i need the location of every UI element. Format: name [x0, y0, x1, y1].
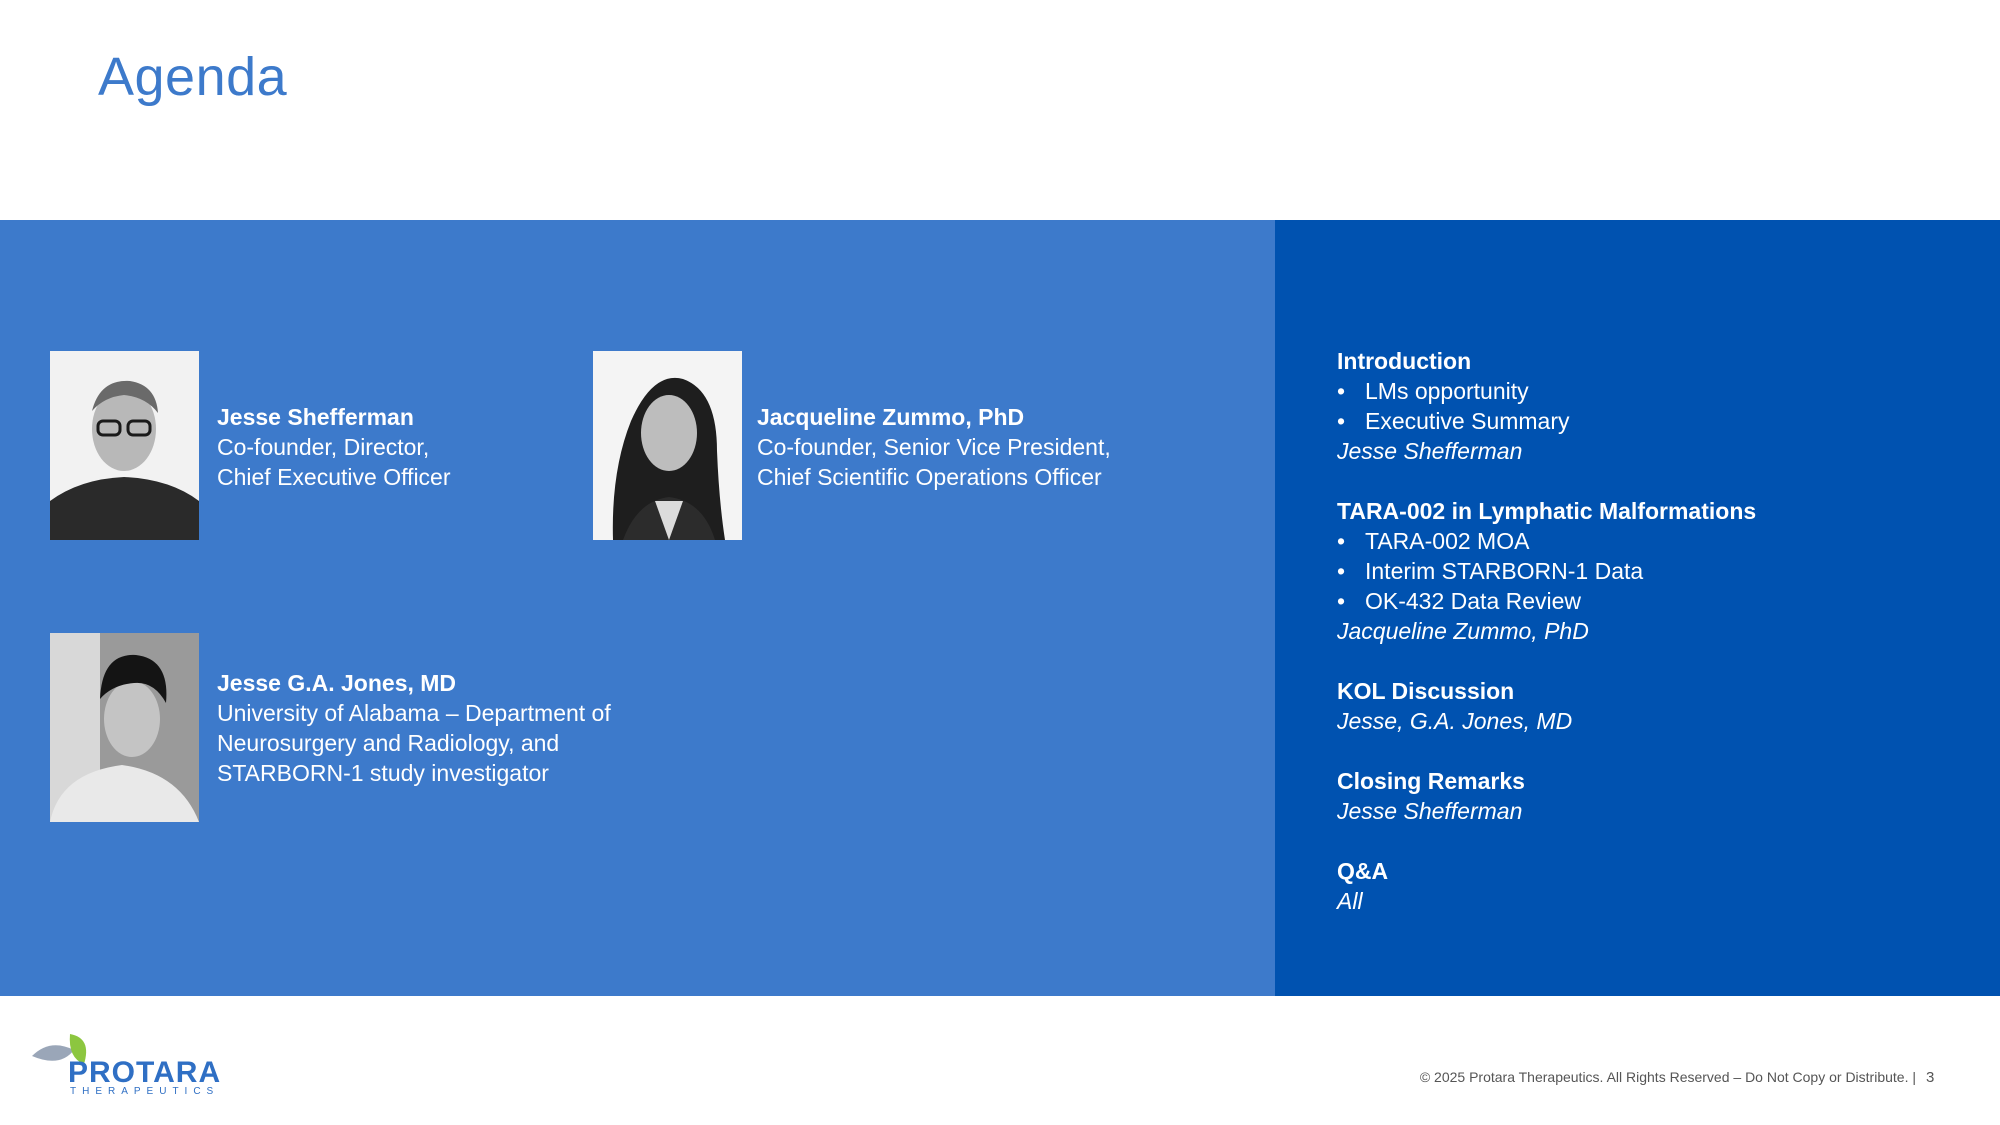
speaker-role-line: Chief Scientific Operations Officer	[757, 464, 1102, 490]
agenda-bullet: • Interim STARBORN-1 Data	[1337, 558, 1644, 584]
agenda-presenter: Jesse Shefferman	[1337, 798, 1523, 824]
agenda-section-title: Closing Remarks	[1337, 768, 1525, 794]
speaker-role-line: Neurosurgery and Radiology, and	[217, 730, 560, 756]
speaker-photo-shefferman	[50, 351, 199, 540]
agenda-presenter: Jacqueline Zummo, PhD	[1337, 618, 1589, 644]
speaker-photo-jones	[50, 633, 199, 822]
speaker-card-jones	[217, 668, 611, 788]
agenda-list	[1337, 346, 1977, 916]
bullet-icon: •	[1337, 558, 1346, 584]
agenda-bullet: • Executive Summary	[1337, 408, 1570, 434]
agenda-presenter: Jesse Shefferman	[1337, 438, 1523, 464]
speaker-name: Jacqueline Zummo, PhD	[757, 404, 1025, 430]
agenda-presenter: All	[1337, 888, 1363, 914]
agenda-presenter: Jesse, G.A. Jones, MD	[1337, 708, 1573, 734]
logo-subtitle: THERAPEUTICS	[70, 1086, 220, 1097]
bullet-icon: •	[1337, 378, 1346, 404]
agenda-section-title: TARA-002 in Lymphatic Malformations	[1337, 498, 1757, 524]
agenda-bullet: • TARA-002 MOA	[1337, 528, 1530, 554]
agenda-bullet: • LMs opportunity	[1337, 378, 1529, 404]
logo-wordmark: PROTARA	[68, 1056, 222, 1089]
agenda-bullet: • OK-432 Data Review	[1337, 588, 1582, 614]
agenda-section-title: KOL Discussion	[1337, 678, 1515, 704]
speaker-name: Jesse Shefferman	[217, 404, 414, 430]
speakers-panel	[0, 220, 1275, 996]
speaker-role-line: Co-founder, Director,	[217, 434, 430, 460]
speaker-card-zummo	[757, 402, 1111, 492]
bullet-icon: •	[1337, 408, 1346, 434]
speaker-role-line: Co-founder, Senior Vice President,	[757, 434, 1111, 460]
footer-copyright: © 2025 Protara Therapeutics. All Rights Reserved – Do Not Copy or Distribute. |	[1419, 1069, 1916, 1085]
speaker-role-line: University of Alabama – Department of	[217, 700, 611, 726]
slide-title: Agenda	[98, 47, 288, 107]
agenda-section-title: Introduction	[1337, 348, 1472, 374]
bullet-icon: •	[1337, 528, 1346, 554]
speaker-role-line: STARBORN-1 study investigator	[217, 760, 549, 786]
speaker-card-shefferman	[217, 402, 451, 492]
bullet-icon: •	[1337, 588, 1346, 614]
page-number: 3	[1926, 1069, 1935, 1086]
agenda-section-title: Q&A	[1337, 858, 1389, 884]
speaker-role-line: Chief Executive Officer	[217, 464, 451, 490]
speaker-photo-zummo	[593, 351, 742, 540]
speaker-name: Jesse G.A. Jones, MD	[217, 670, 457, 696]
